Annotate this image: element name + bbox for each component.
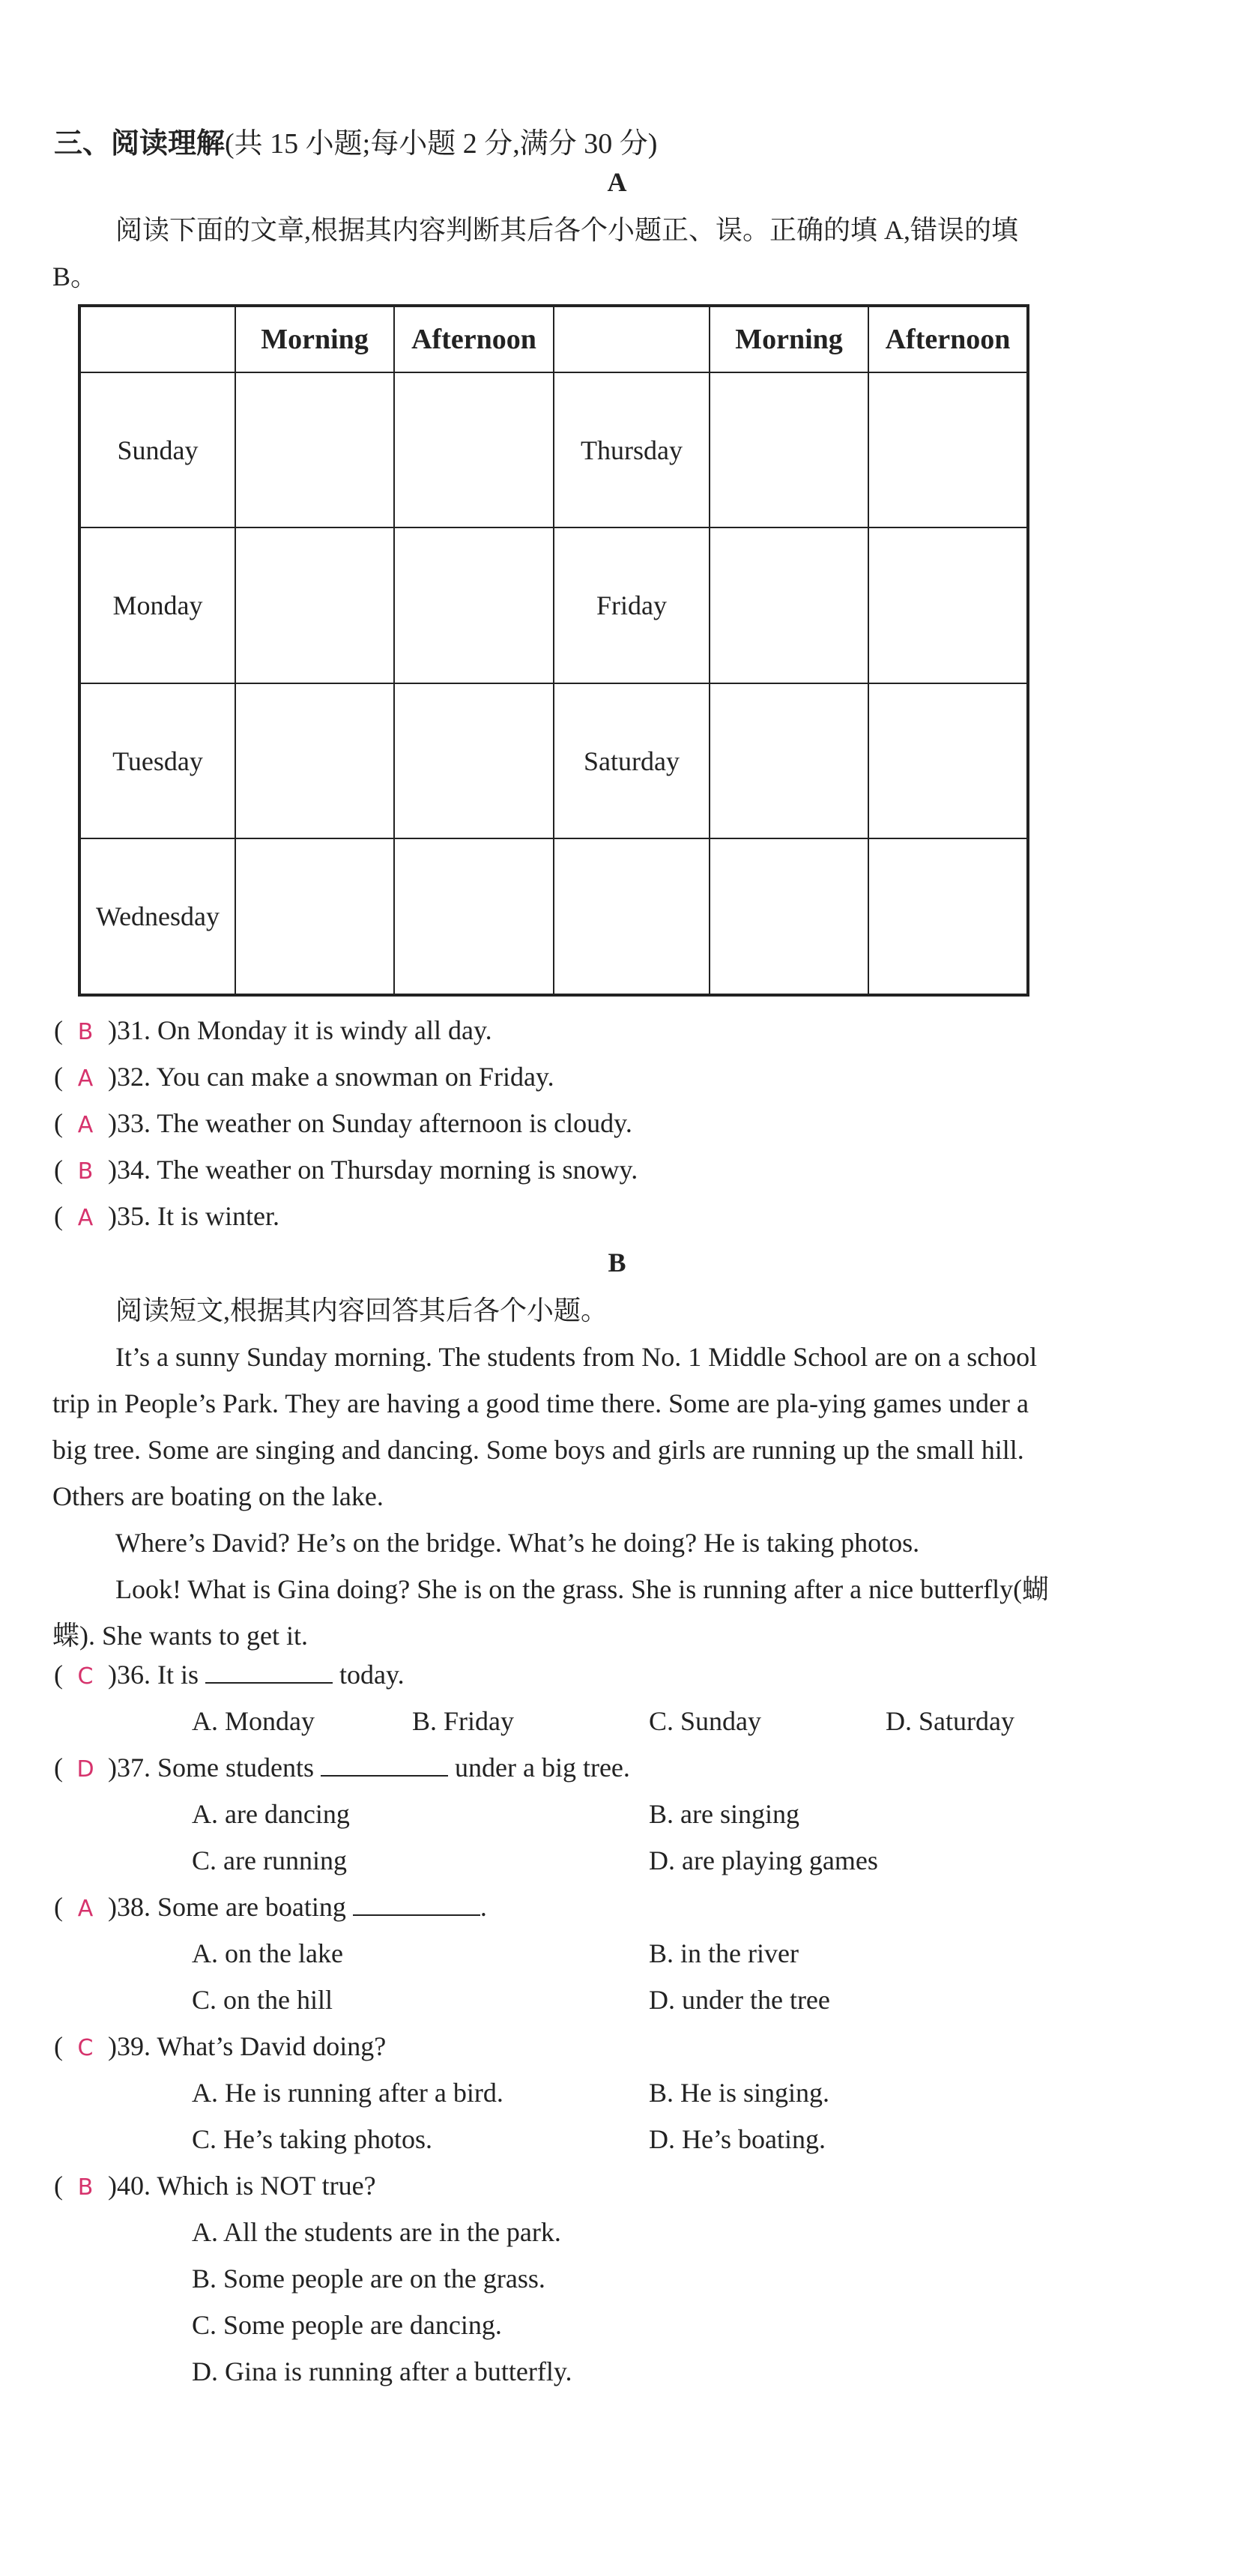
windy-icon xyxy=(252,853,378,979)
answer-mark: C xyxy=(77,1663,94,1690)
header-cell xyxy=(79,306,235,372)
question-stem: )38. Some are boating xyxy=(108,1892,346,1922)
question-text: )35. It is winter. xyxy=(108,1201,279,1231)
paren-open: ( xyxy=(54,1201,63,1231)
part-a-instruction: 阅读下面的文章,根据其内容判断其后各个小题正、误。正确的填 A,错误的填 B。 xyxy=(52,215,1018,291)
question-stem: )39. What’s David doing? xyxy=(108,2031,387,2061)
paren-open: ( xyxy=(54,1892,63,1922)
snowy-icon xyxy=(726,698,852,824)
paren-open: ( xyxy=(54,1108,63,1138)
question-37 xyxy=(54,1752,630,1783)
option-d: D. Saturday xyxy=(886,1706,1014,1736)
sunny-icon xyxy=(885,698,1011,824)
question-40 xyxy=(54,2170,376,2201)
weather-cell xyxy=(868,372,1028,527)
question-text: )34. The weather on Thursday morning is snowy. xyxy=(108,1155,638,1185)
question-39 xyxy=(54,2031,386,2062)
answer-mark: B xyxy=(77,1158,94,1185)
section-title xyxy=(54,120,657,161)
answer-blank xyxy=(321,1753,448,1777)
option-d: D. are playing games xyxy=(649,1845,878,1875)
paren-open: ( xyxy=(54,1753,63,1783)
day-label: Thursday xyxy=(554,372,710,527)
day-label: Wednesday xyxy=(79,838,235,995)
table-row xyxy=(79,683,1028,838)
question-38 xyxy=(54,1891,487,1923)
question-31 xyxy=(54,1015,492,1046)
weather-cell xyxy=(235,372,394,527)
weather-cell xyxy=(235,838,394,995)
weather-cell xyxy=(710,838,868,995)
option-a: A. on the lake xyxy=(192,1938,343,1968)
paren-open: ( xyxy=(54,2171,63,2201)
weather-cell xyxy=(710,683,868,838)
option-d: D. Gina is running after a butterfly. xyxy=(192,2356,572,2386)
day-label: Sunday xyxy=(79,372,235,527)
windy-icon xyxy=(411,853,537,979)
windy-icon xyxy=(885,387,1011,513)
option-b: B. in the river xyxy=(649,1938,799,1968)
answer-mark: A xyxy=(77,1896,94,1922)
day-label: Saturday xyxy=(554,683,710,838)
weather-cell xyxy=(710,372,868,527)
question-text: )33. The weather on Sunday afternoon is cloudy. xyxy=(108,1108,632,1138)
answer-mark: D xyxy=(76,1756,94,1783)
weather-cell xyxy=(868,838,1028,995)
weather-cell xyxy=(868,527,1028,683)
weather-cell xyxy=(235,683,394,838)
part-a-heading: A xyxy=(607,167,627,197)
day-label: Tuesday xyxy=(79,683,235,838)
option-b: B. Some people are on the grass. xyxy=(192,2264,545,2294)
question-stem: )40. Which is NOT true? xyxy=(108,2171,376,2201)
day-label: Monday xyxy=(79,527,235,683)
day-label xyxy=(554,838,710,995)
option-c: C. Some people are dancing. xyxy=(192,2310,502,2340)
table-row xyxy=(79,372,1028,527)
question-stem: )36. It is xyxy=(108,1660,199,1690)
question-32 xyxy=(54,1061,554,1092)
snowy-icon xyxy=(726,542,852,668)
weather-cell xyxy=(394,527,554,683)
weather-cell xyxy=(394,372,554,527)
option-c: C. He’s taking photos. xyxy=(192,2124,432,2154)
weather-table-header xyxy=(79,306,1028,372)
section-note: (共 15 小题;每小题 2 分,满分 30 分) xyxy=(225,128,658,160)
option-a: A. All the students are in the park. xyxy=(192,2217,561,2247)
header-cell: Morning xyxy=(235,306,394,372)
option-a: A. are dancing xyxy=(192,1799,350,1829)
question-stem-end: under a big tree. xyxy=(455,1753,630,1783)
paren-open: ( xyxy=(54,1062,63,1092)
question-stem-end: . xyxy=(480,1892,487,1922)
weather-table xyxy=(78,304,1029,997)
header-cell xyxy=(554,306,710,372)
weather-cell xyxy=(235,527,394,683)
option-d: D. under the tree xyxy=(649,1985,830,2015)
paren-open: ( xyxy=(54,1660,63,1690)
rainy-icon xyxy=(411,542,537,668)
question-text: )32. You can make a snowman on Friday. xyxy=(108,1062,554,1092)
option-b: B. He is singing. xyxy=(649,2078,830,2108)
sunny-icon xyxy=(252,387,378,513)
sunny-icon xyxy=(411,698,537,824)
answer-mark: B xyxy=(77,1019,94,1045)
answer-mark: A xyxy=(77,1065,94,1092)
passage-paragraph: It’s a sunny Sunday morning. The students from No. 1 Middle School are on a school trip in People’s Park. They are having a good time there. Some are pla-ying games under a big tree. Some are singing and dancing. Some boys and girls are running up the small hill. Others are boating on the lake. xyxy=(52,1342,1038,1511)
option-c: C. are running xyxy=(192,1845,347,1875)
cloudy-icon xyxy=(252,542,378,668)
header-cell: Afternoon xyxy=(868,306,1028,372)
part-b-instruction: 阅读短文,根据其内容回答其后各个小题。 xyxy=(115,1295,608,1325)
answer-mark: C xyxy=(77,2035,94,2061)
option-a: A. He is running after a bird. xyxy=(192,2078,503,2108)
option-b: B. are singing xyxy=(649,1799,799,1829)
section-prefix: 三、阅读理解 xyxy=(54,127,226,160)
weather-cell xyxy=(394,838,554,995)
header-cell: Morning xyxy=(710,306,868,372)
paren-open: ( xyxy=(54,1015,63,1045)
question-36 xyxy=(54,1659,405,1690)
weather-cell xyxy=(710,527,868,683)
question-stem: )37. Some students xyxy=(108,1753,314,1783)
snowy-icon xyxy=(885,542,1011,668)
table-row xyxy=(79,527,1028,683)
paren-open: ( xyxy=(54,1155,63,1185)
table-row xyxy=(79,838,1028,995)
part-b-heading: B xyxy=(608,1248,626,1278)
question-text: )31. On Monday it is windy all day. xyxy=(108,1015,492,1045)
answer-mark: B xyxy=(77,2174,94,2201)
option-d: D. He’s boating. xyxy=(649,2124,826,2154)
question-33 xyxy=(54,1107,632,1139)
day-label: Friday xyxy=(554,527,710,683)
weather-cell xyxy=(394,683,554,838)
passage-paragraph: Look! What is Gina doing? She is on the grass. She is running after a nice butterfly(蝴蝶). She wants to get it. xyxy=(52,1574,1050,1651)
answer-blank xyxy=(205,1660,333,1684)
rainy-icon xyxy=(252,698,378,824)
cloudy-icon xyxy=(411,387,537,513)
answer-mark: A xyxy=(77,1205,94,1231)
option-c: C. Sunday xyxy=(649,1706,762,1736)
paren-open: ( xyxy=(54,2031,63,2061)
option-a: A. Monday xyxy=(192,1706,315,1736)
question-34 xyxy=(54,1154,638,1185)
option-c: C. on the hill xyxy=(192,1985,333,2015)
option-b: B. Friday xyxy=(412,1706,515,1736)
answer-mark: A xyxy=(77,1112,94,1138)
passage-paragraph: Where’s David? He’s on the bridge. What’s he doing? He is taking photos. xyxy=(115,1528,920,1558)
weather-cell xyxy=(868,683,1028,838)
question-stem-end: today. xyxy=(339,1660,405,1690)
answer-blank xyxy=(353,1892,480,1916)
header-cell: Afternoon xyxy=(394,306,554,372)
question-35 xyxy=(54,1200,279,1232)
sunny-icon xyxy=(726,387,852,513)
